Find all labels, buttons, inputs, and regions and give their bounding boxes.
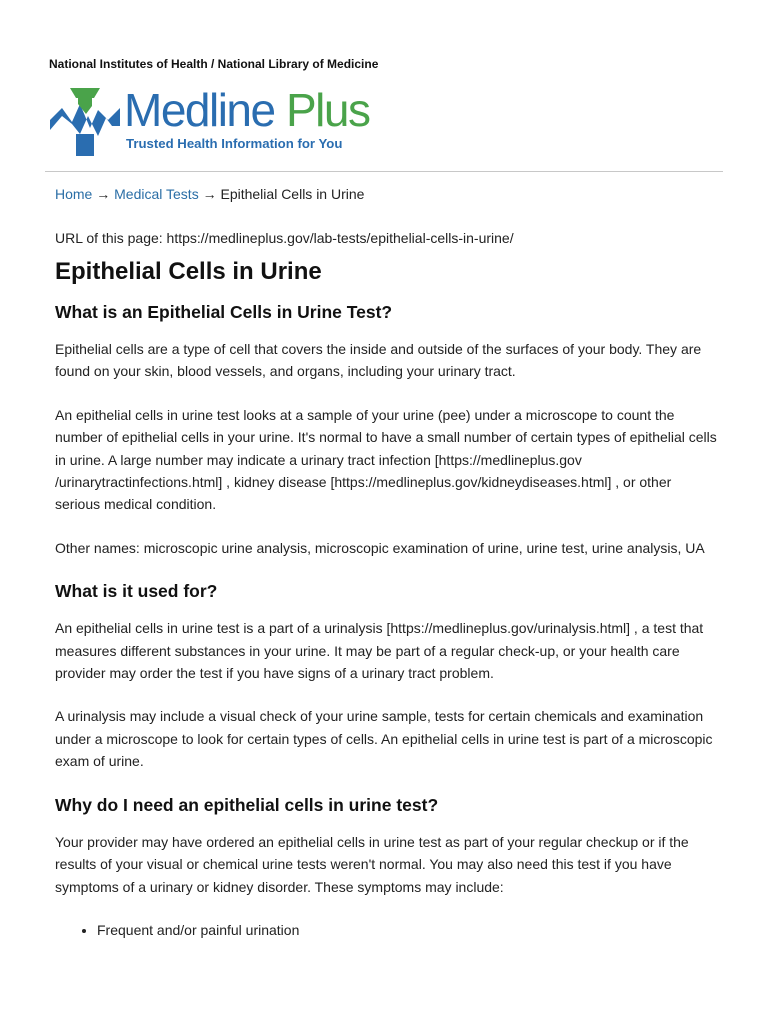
agency-header: National Institutes of Health / National Library of Medicine (49, 57, 379, 71)
list-item: • Frequent and/or painful urination (97, 919, 719, 941)
section-what-used-for (55, 580, 719, 772)
breadcrumb-medical-tests-link[interactable]: Medical Tests (114, 186, 199, 202)
paragraph: An epithelial cells in urine test looks at a sample of your urine (pee) under a microscope to count the number of epithelial cells in your urine. It's normal to have a small number of certain types of epithelial cells in urine. A large number may indicate a urinary tract infection [https://medlineplus.gov /urinarytractinfections.html] , kidney disease [https://medlineplus.gov/kidneydiseases.html] , or other serious medical condition. (55, 406, 717, 513)
paragraph: Other names: microscopic urine analysis, microscopic examination of urine, urine test, urine analysis, UA (55, 539, 705, 556)
paragraph: Your provider may have ordered an epithelial cells in urine test as part of your regular checkup or if the results of your visual or chemical urine tests weren't normal. You may also need this test if you have symptoms of a urinary or kidney disorder. These symptoms may include: (55, 833, 689, 895)
breadcrumb-current: Epithelial Cells in Urine (220, 186, 365, 202)
medlineplus-emblem-icon (50, 88, 120, 156)
paragraph: An epithelial cells in urine test is a part of a urinalysis [https://medlineplus.gov/urinalysis.html] , a test that measures different substances in your urine. It may be part of a regular check-up, or your health care provider may order the test if you have signs of a urinary tract problem. (55, 620, 704, 682)
section-heading: What is an Epithelial Cells in Urine Test? (55, 302, 393, 322)
header-divider (45, 171, 723, 172)
section-heading: Why do I need an epithelial cells in urine test? (55, 794, 439, 815)
section-why-need-test (55, 794, 719, 941)
breadcrumb-separator: → (202, 186, 217, 202)
medlineplus-logo[interactable] (48, 84, 388, 158)
logo-word-plus: Plus (286, 84, 370, 136)
section-heading: What is it used for? (55, 581, 218, 602)
main-content (55, 229, 719, 941)
paragraph: Epithelial cells are a type of cell that covers the inside and outside of the surfaces of your body. They are found on your skin, blood vessels, and organs, including your urinary tract. (55, 341, 702, 380)
logo-word-medline: Medline (124, 84, 275, 136)
breadcrumb (55, 186, 364, 202)
page-url: https://medlineplus.gov/lab-tests/epithelial-cells-in-urine/ (166, 230, 514, 246)
page-url-line (55, 229, 719, 247)
breadcrumb-separator: → (96, 186, 111, 202)
section-what-is-test (55, 301, 719, 559)
page-url-label: URL of this page: (55, 230, 163, 246)
paragraph: A urinalysis may include a visual check of your urine sample, tests for certain chemicals and examination under a microscope to look for certain types of cells. An epithelial cells in urine test is part of a microscopic exam of urine. (55, 708, 713, 770)
page-title: Epithelial Cells in Urine (55, 258, 322, 285)
symptoms-list (55, 919, 719, 941)
breadcrumb-home-link[interactable]: Home (55, 186, 93, 202)
logo-tagline: Trusted Health Information for You (126, 136, 343, 151)
